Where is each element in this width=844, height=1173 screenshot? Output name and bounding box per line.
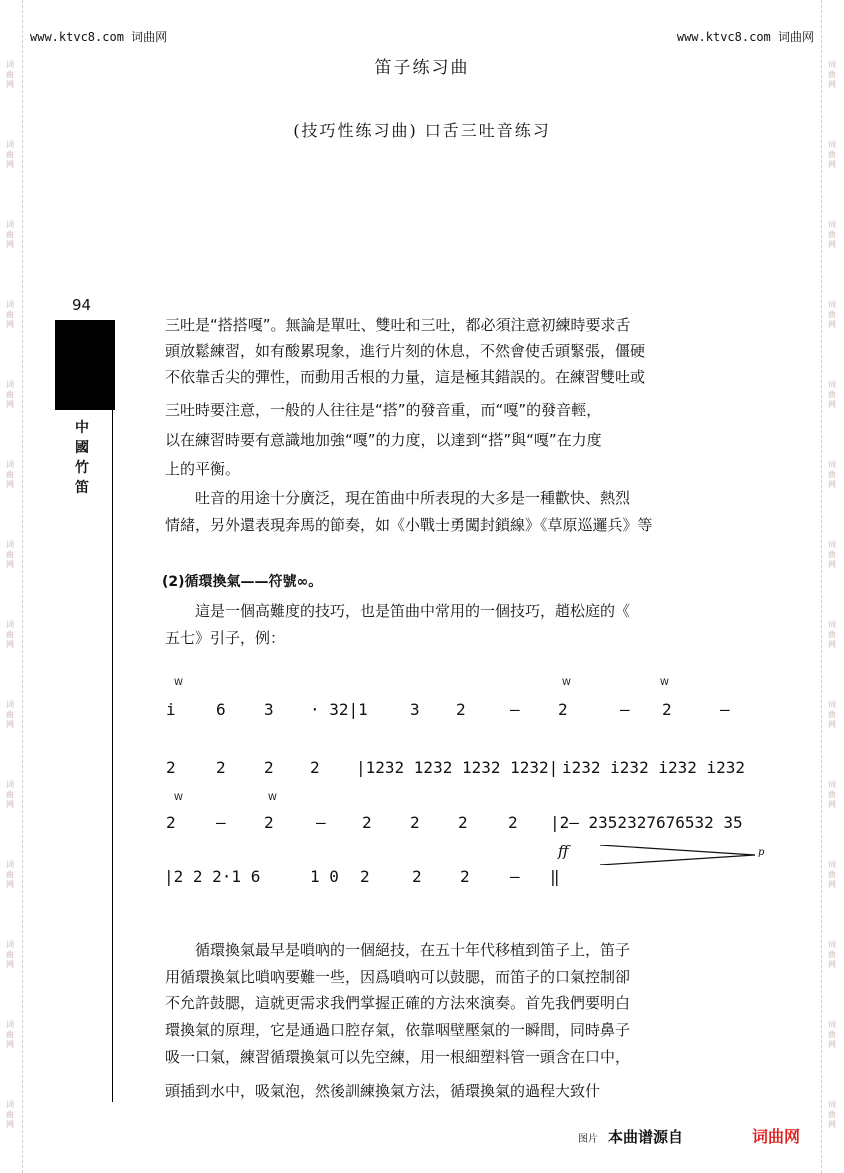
score-note: — bbox=[316, 813, 326, 832]
watermark-mark: 词 曲 网 bbox=[6, 60, 14, 89]
score-note: 3 bbox=[264, 700, 274, 719]
watermark-mark: 词 曲 网 bbox=[828, 460, 836, 489]
side-title-char: 國 bbox=[75, 440, 89, 456]
text-line: 用循環換氣比嗩吶要難一些，因爲嗩吶可以鼓腮，而笛子的口氣控制卻 bbox=[165, 968, 631, 986]
ornament-mark: W bbox=[174, 678, 183, 688]
watermark-mark: 词 曲 网 bbox=[828, 1020, 836, 1049]
score-note: 2 bbox=[458, 813, 468, 832]
watermark-mark: 词 曲 网 bbox=[6, 140, 14, 169]
book-side-title bbox=[74, 418, 90, 498]
score-note: 1 0 bbox=[310, 867, 339, 886]
watermark-mark: 词 曲 网 bbox=[828, 540, 836, 569]
score-note: 2 bbox=[558, 700, 568, 719]
final-barline: ‖ bbox=[550, 867, 560, 886]
watermark-mark: 词 曲 网 bbox=[6, 1020, 14, 1049]
watermark-mark: 词 曲 网 bbox=[828, 700, 836, 729]
text-line: 三吐是“搭搭嘎”。無論是單吐、雙吐和三吐，都必須注意初練時要求舌 bbox=[165, 316, 631, 334]
side-title-char: 中 bbox=[75, 420, 89, 436]
ornament-mark: W bbox=[562, 678, 571, 688]
score-note: 2 bbox=[310, 758, 320, 777]
text-line: 頭放鬆練習，如有酸累現象，進行片刻的休息，不然會使舌頭緊張，僵硬 bbox=[165, 342, 646, 360]
dynamic-ff: ff bbox=[558, 842, 569, 860]
watermark-mark: 词 曲 网 bbox=[828, 220, 836, 249]
score-note: 2 bbox=[412, 867, 422, 886]
side-title-char: 竹 bbox=[75, 460, 89, 476]
watermark-mark: 词 曲 网 bbox=[6, 940, 14, 969]
site-header-right: www.ktvc8.com 词曲网 bbox=[676, 30, 814, 44]
text-line: 三吐時要注意，一般的人往往是“搭”的發音重，而“嘎”的發音輕， bbox=[165, 401, 602, 419]
watermark-mark: 词 曲 网 bbox=[6, 540, 14, 569]
watermark-mark: 词 曲 网 bbox=[828, 60, 836, 89]
score-note: — bbox=[216, 813, 226, 832]
ornament-mark: W bbox=[174, 793, 183, 803]
score-note: 2 bbox=[410, 813, 420, 832]
watermark-mark: 词 曲 网 bbox=[828, 780, 836, 809]
text-line: 五七》引子，例： bbox=[165, 629, 286, 647]
chapter-tab bbox=[55, 320, 115, 410]
score-note: 2 bbox=[166, 758, 176, 777]
score-note: |1232 1232 1232 1232| bbox=[356, 758, 559, 777]
text-line bbox=[165, 937, 760, 963]
site-header-left: www.ktvc8.com 词曲网 bbox=[30, 30, 168, 44]
side-title-char: 笛 bbox=[75, 480, 89, 496]
watermark-mark: 词 曲 网 bbox=[828, 1100, 836, 1129]
score-note: 2 bbox=[166, 813, 176, 832]
text-line: 上的平衡。 bbox=[165, 460, 241, 478]
score-row-2 bbox=[160, 758, 758, 788]
score-note: 6 bbox=[216, 700, 226, 719]
watermark-mark: 词 曲 网 bbox=[6, 780, 14, 809]
score-note: 2 bbox=[456, 700, 466, 719]
footer-source: 本曲谱源自 bbox=[608, 1128, 684, 1146]
score-note: 2 bbox=[508, 813, 518, 832]
score-note: — bbox=[510, 700, 520, 719]
page-title: 笛子练习曲 bbox=[374, 58, 470, 78]
watermark-mark: 词 曲 网 bbox=[828, 940, 836, 969]
watermark-mark: 词 曲 网 bbox=[6, 380, 14, 409]
dynamic-p: p bbox=[758, 847, 765, 858]
watermark-mark: 词 曲 网 bbox=[828, 380, 836, 409]
watermark-mark: 词 曲 网 bbox=[6, 700, 14, 729]
text-line: 吸一口氣，練習循環換氣可以先空練，用一根細塑料管一頭含在口中， bbox=[165, 1048, 631, 1066]
score-note: 2 bbox=[264, 758, 274, 777]
watermark-mark: 词 曲 网 bbox=[6, 620, 14, 649]
score-note: · 32|1 bbox=[310, 700, 368, 719]
score-note: — bbox=[720, 700, 730, 719]
text-line bbox=[165, 485, 760, 511]
page-number: 94 bbox=[72, 296, 92, 314]
text-line-content: 這是一個高難度的技巧，也是笛曲中常用的一個技巧，趙松庭的《 bbox=[195, 602, 631, 620]
score-row-4 bbox=[160, 867, 758, 897]
score-note: 2 bbox=[662, 700, 672, 719]
score-note: i bbox=[166, 700, 176, 719]
text-line: 以在練習時要有意識地加強“嘎”的力度，以達到“搭”與“嘎”在力度 bbox=[165, 431, 602, 449]
ornament-mark: W bbox=[660, 678, 669, 688]
score-note: 2 bbox=[360, 867, 370, 886]
left-margin-watermark bbox=[0, 0, 23, 1173]
watermark-mark: 词 曲 网 bbox=[6, 1100, 14, 1129]
margin-rule bbox=[112, 410, 113, 1102]
text-line-content: 吐音的用途十分廣泛，現在笛曲中所表現的大多是一種歡快、熱烈 bbox=[195, 489, 631, 507]
text-line-content: 循環換氣最早是嗩吶的一個絕技，在五十年代移植到笛子上，笛子 bbox=[195, 941, 631, 959]
text-line: 頭插到水中，吸氣泡，然後訓練換氣方法，循環換氣的過程大致什 bbox=[165, 1082, 601, 1100]
score-row-1 bbox=[160, 678, 758, 730]
score-note: 2 bbox=[216, 758, 226, 777]
watermark-mark: 词 曲 网 bbox=[6, 220, 14, 249]
score-note: 2 bbox=[264, 813, 274, 832]
watermark-mark: 词 曲 网 bbox=[6, 300, 14, 329]
footer-brand-link[interactable]: 词曲网 bbox=[752, 1127, 801, 1146]
score-note: |2— 2352327676532 35 bbox=[550, 813, 743, 832]
text-line bbox=[165, 598, 760, 624]
watermark-mark: 词 曲 网 bbox=[6, 860, 14, 889]
score-note: — bbox=[620, 700, 630, 719]
decrescendo-hairpin bbox=[600, 845, 760, 865]
score-note: 2 bbox=[460, 867, 470, 886]
score-note: — bbox=[510, 867, 520, 886]
text-line: 環換氣的原理，它是通過口腔存氣，依靠咽壁壓氣的一瞬間，同時鼻子 bbox=[165, 1021, 631, 1039]
score-note: i232 i232 i232 i232 bbox=[562, 758, 746, 777]
watermark-mark: 词 曲 网 bbox=[828, 140, 836, 169]
score-row-3 bbox=[160, 793, 758, 843]
watermark-mark: 词 曲 网 bbox=[828, 860, 836, 889]
section-heading: (2)循環換氣——符號∞。 bbox=[162, 574, 323, 590]
ornament-mark: W bbox=[268, 793, 277, 803]
text-line: 情緒，另外還表現奔馬的節奏，如《小戰士勇闖封鎖線》《草原巡邏兵》等 bbox=[165, 516, 653, 534]
watermark-mark: 词 曲 网 bbox=[828, 620, 836, 649]
score-note: 2 bbox=[362, 813, 372, 832]
text-line: 不允許鼓腮，這就更需求我們掌握正確的方法來演奏。首先我們要明白 bbox=[165, 994, 631, 1012]
right-margin-watermark bbox=[821, 0, 844, 1173]
score-note: |2 2 2·1 6 bbox=[164, 867, 261, 886]
watermark-mark: 词 曲 网 bbox=[828, 300, 836, 329]
score-note: 3 bbox=[410, 700, 420, 719]
watermark-mark: 词 曲 网 bbox=[6, 460, 14, 489]
footer-image-label: 图片 bbox=[578, 1134, 598, 1145]
text-line: 不依靠舌尖的彈性，而動用舌根的力量，這是極其錯誤的。在練習雙吐或 bbox=[165, 368, 646, 386]
page-subtitle: (技巧性练习曲) 口舌三吐音练习 bbox=[293, 121, 551, 140]
